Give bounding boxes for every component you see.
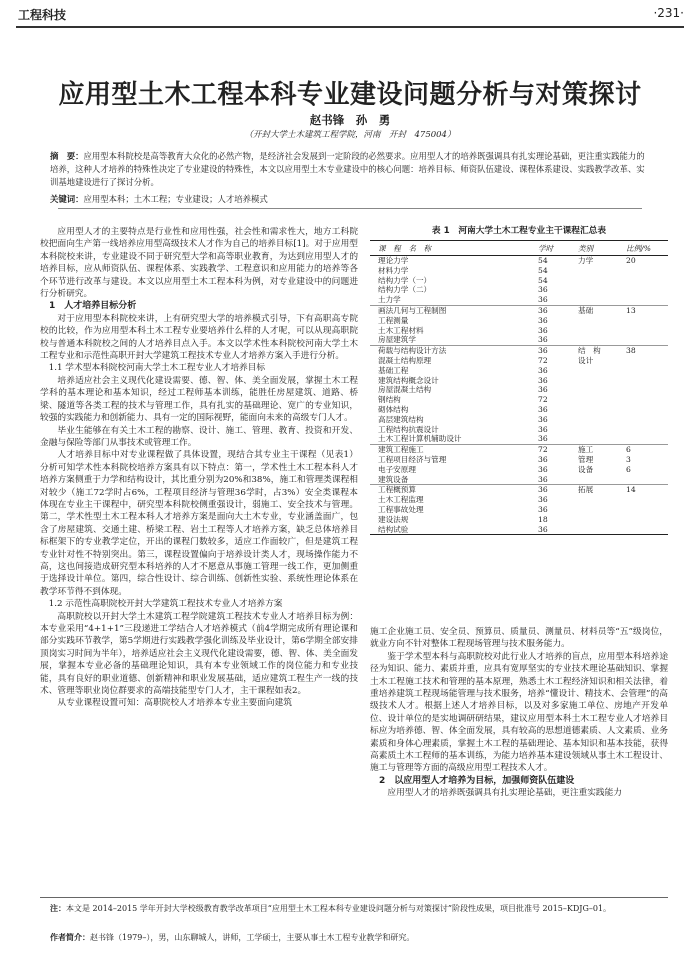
hours-cell: 36 — [538, 295, 548, 305]
left-col-paragraph: 高职院校以开封大学土木建筑工程学院建筑工程技术专业人才培养目标为例：本专业采用“4+1+1”三段递进工学结合人才培养模式（前4学期完成所有理论课和部分实践环节教学，第5学期进行实践教学强化训练及毕业设计，第6学期全部安排顶岗实习时间为半年），培养适应社会主义现代化建设需要，德、智、体、美全面发展，掌握本专业必备的基础理论知识，具有本专业领域工作的岗位能力和专业技能，具有良好的职业道德、创新精神和职业发展基础，适应建筑工程生产一线的技术、管理等职业岗位群要求的高端技能型专门人才，主干课程如表2。 — [40, 611, 358, 697]
category-cell — [578, 405, 626, 415]
category-cell: 设计 — [578, 355, 594, 365]
ratio-cell: 14 — [626, 485, 668, 495]
ratio-cell — [626, 295, 668, 305]
hours-cell: 36 — [538, 385, 548, 395]
abstract-label: 摘 要： — [50, 151, 84, 161]
table-row — [370, 276, 668, 286]
table-row — [370, 305, 668, 315]
course-name-cell: 建筑结构概念设计 — [378, 375, 439, 385]
category-cell — [578, 316, 626, 326]
ratio-cell — [626, 495, 668, 505]
ratio-cell — [626, 385, 668, 395]
table-row — [370, 385, 668, 395]
category-cell — [578, 295, 626, 305]
category-cell — [578, 434, 626, 444]
table-row — [370, 346, 668, 356]
left-col-subheading: 1.1 学术型本科院校河南大学土木工程专业人才培养目标 — [48, 363, 266, 374]
course-name-cell: 土力学 — [378, 295, 401, 305]
course-name-cell: 结构试验 — [378, 524, 409, 534]
header-rule — [16, 26, 684, 28]
ratio-cell — [626, 326, 668, 336]
ratio-cell — [626, 425, 668, 435]
abstract-divider — [58, 208, 642, 209]
table-row — [370, 434, 668, 444]
ratio-cell: 6 — [626, 464, 631, 474]
course-name-cell: 材料力学 — [378, 265, 409, 275]
hours-cell: 18 — [538, 514, 548, 524]
ratio-cell — [626, 356, 668, 366]
table-row — [370, 266, 668, 276]
authors: 赵书锋 孙 勇 — [309, 113, 391, 127]
table-row — [370, 366, 668, 376]
hours-cell: 36 — [538, 315, 548, 325]
table-row — [370, 415, 668, 425]
category-cell — [578, 525, 626, 535]
category-cell — [578, 515, 626, 525]
hours-cell: 36 — [538, 335, 548, 345]
ratio-cell — [626, 316, 668, 326]
left-col-paragraph: 培养适应社会主义现代化建设需要、德、智、体、美全面发展，掌握土木工程学科的基本理论和基本知识，经过工程师基本训练，能胜任房屋建筑、道路、桥梁、隧道等各类工程的技术与管理工作，具有扎实的基础理论、宽广的专业知识，较强的实践能力和创新能力、具有一定的国际视野，能面向未来的高级专门人才。 — [40, 375, 358, 424]
hours-cell: 36 — [538, 365, 548, 375]
left-col-paragraph: 毕业生能够在有关土木工程的勘察、设计、施工、管理、教育、投资和开发、金融与保险等部门从事技术或管理工作。 — [40, 425, 358, 448]
affiliation: （开封大学土木建筑工程学院，河南 开封 475004） — [244, 130, 456, 140]
ratio-cell — [626, 395, 668, 405]
category-cell — [578, 395, 626, 405]
category-cell — [578, 376, 626, 386]
category-cell — [578, 276, 626, 286]
table-row — [370, 295, 668, 305]
table-row — [370, 525, 668, 535]
col-header-ratio: 比例/% — [626, 241, 668, 256]
course-name-cell: 工程项目经济与管理 — [378, 454, 447, 464]
article-title: 应用型土木工程本科专业建设问题分析与对策探讨 — [58, 80, 642, 110]
funding-text: 本文是 2014–2015 学年开封大学校级教育教学改革项目“应用型土木工程本科专业建设问题分析与对策探讨”阶段性成果，项目批准号 2015–KDJG–01。 — [66, 904, 612, 913]
category-cell: 拓展 — [578, 485, 626, 495]
course-name-cell: 建设法规 — [378, 514, 409, 524]
author-bio — [50, 932, 668, 943]
table-header-row — [370, 241, 668, 256]
ratio-cell — [626, 405, 668, 415]
course-name-cell: 砌体结构 — [378, 404, 409, 414]
ratio-cell: 3 — [626, 454, 631, 464]
ratio-cell: 6 — [626, 445, 668, 455]
course-name-cell: 混凝土结构原理 — [378, 355, 432, 365]
ratio-cell — [626, 475, 668, 485]
ratio-cell — [626, 335, 668, 345]
page-number: ·231· — [653, 6, 684, 20]
author-bio-text: 赵书锋（1979–），男，山东聊城人，讲师，工学硕士，主要从事土木工程专业教学和研究。 — [90, 933, 415, 942]
course-name-cell: 荷载与结构设计方法 — [370, 346, 538, 356]
table-row — [370, 495, 668, 505]
funding-label: 注： — [50, 904, 66, 913]
category-cell: 施工 — [578, 445, 626, 455]
right-col-paragraph: 施工企业施工员、安全员、预算员、质量员、测量员、材料员等“五”级岗位，就业方向不针对整体工程现场管理与技术服务能力。 — [370, 627, 668, 650]
hours-cell: 36 — [538, 504, 548, 514]
right-col-heading: 2 以应用型人才培养为目标，加强师资队伍建设 — [379, 775, 575, 786]
hours-cell: 36 — [538, 464, 548, 474]
ratio-cell: 38 — [626, 346, 668, 356]
ratio-cell — [626, 505, 668, 515]
category-cell — [578, 425, 626, 435]
ratio-cell — [626, 415, 668, 425]
ratio-cell — [626, 366, 668, 376]
table-row — [370, 326, 668, 336]
course-name-cell: 土木工程材料 — [378, 325, 424, 335]
course-name-cell: 理论力学 — [378, 256, 409, 265]
hours-cell: 72 — [538, 355, 548, 365]
category-cell — [578, 475, 626, 485]
hours-cell: 72 — [538, 395, 548, 405]
hours-cell: 36 — [538, 325, 548, 335]
course-name-cell: 工程测量 — [378, 315, 409, 325]
category-cell: 结 构 — [578, 346, 626, 356]
course-name-cell: 工程结构抗震设计 — [378, 424, 439, 434]
course-name-cell: 房屋混凝土结构 — [378, 385, 432, 395]
course-name-cell: 结构力学（一） — [378, 275, 432, 285]
course-name-cell: 建筑工程施工 — [370, 445, 538, 455]
left-col-paragraph: 人才培养目标中对专业课程做了具体设置，现结合其专业主干课程（见表1）分析可知学术性本科院校培养方案具有以下特点：第一，学术性土木工程本科人才培养方案侧重于力学和结构设计，其比重分别为20%和38%，施工和管理类课程相对较少（施工72学时占6%，工程项目经济与管理36学时，占3%）安全类课程本体现在专业主干课程中，研究型本科院校侧重强设计，弱施工、安全技术与管理。第二，学术性型土木工程本科人才培养方案是面向大土木专业，专业涵盖面广，包含了房屋建筑、交通土建、桥梁工程、岩土工程等人才培养方案，缺乏总体培养目标框架下的专业教学定位，开出的课程门数较多，适应工作面较广，但是建筑工程专业针对性不特别突出。第三，课程设置偏向于培养设计类人才，现场操作能力不高，这也间接造成研究型本科培养的人才不愿意从事施工管理一线工作，更加侧重于选择设计单位。第四，综合性设计、综合训练、创新性实验、系统性理论体系在教学环节得不到体现。 — [40, 450, 358, 597]
ratio-cell — [626, 515, 668, 525]
hours-cell: 36 — [538, 375, 548, 385]
category-cell — [578, 505, 626, 515]
table-row — [370, 455, 668, 465]
col-header-hours: 学时 — [538, 241, 578, 256]
table-row — [370, 465, 668, 475]
category-cell — [578, 335, 626, 345]
course-table — [370, 240, 668, 535]
hours-cell: 36 — [538, 305, 578, 315]
hours-cell: 72 — [538, 445, 578, 455]
table-row — [370, 505, 668, 515]
table-row — [370, 316, 668, 326]
footnote-rule — [40, 897, 668, 898]
table-caption: 表 1 河南大学土木工程专业主干课程汇总表 — [431, 226, 607, 236]
hours-cell: 36 — [538, 495, 548, 505]
table-row — [370, 256, 668, 266]
hours-cell: 36 — [538, 474, 548, 484]
category-cell — [578, 366, 626, 376]
hours-cell: 36 — [538, 424, 548, 434]
course-name-cell: 房屋建筑学 — [378, 335, 416, 345]
course-name-cell: 钢结构 — [378, 395, 401, 405]
category-cell: 力学 — [578, 256, 594, 265]
ratio-cell — [626, 266, 668, 276]
hours-cell: 36 — [538, 524, 548, 534]
table-row — [370, 425, 668, 435]
hours-cell: 36 — [538, 285, 548, 295]
author-bio-label: 作者简介： — [50, 933, 90, 942]
category-cell — [578, 495, 626, 505]
table-body — [370, 256, 668, 535]
col-header-course: 课 程 名 称 — [370, 241, 538, 256]
course-name-cell: 建筑设备 — [378, 474, 409, 484]
ratio-cell — [626, 285, 668, 295]
ratio-cell: 13 — [626, 305, 668, 315]
category-cell — [578, 385, 626, 395]
table-row — [370, 485, 668, 495]
hours-cell: 36 — [538, 414, 548, 424]
hours-cell: 36 — [538, 454, 548, 464]
journal-name: 工程科技 — [18, 8, 67, 22]
course-name-cell: 基础工程 — [378, 365, 409, 375]
table-row — [370, 405, 668, 415]
course-name-cell: 工程事故处理 — [378, 504, 424, 514]
hours-cell: 36 — [538, 434, 548, 444]
table-row — [370, 395, 668, 405]
right-col-paragraph: 应用型人才的培养既强调具有扎实理论基础，更注重实践能力 — [387, 788, 622, 799]
category-cell: 管理 — [578, 454, 594, 464]
left-column — [40, 226, 358, 710]
course-name-cell: 电子安原理 — [378, 464, 416, 474]
abstract — [50, 150, 652, 189]
right-col-paragraph: 鉴于学术型本科与高职院校对此行业人才培养的盲点，应用型本科培养途径为知识、能力、素质并重，应具有宽厚坚实的专业技术理论基础知识、掌握土木工程施工技术和管理的基本原理，熟悉土木工程经济知识和相关法律，着重培养建筑工程现场能管理与技术服务，培养“懂设计、精技术、会管理”的高级技术人才。根据上述人才培养目标，以及对多家施工单位、房地产开发单位、设计单位的是实地调研研结果，建议应用型本科土木工程专业人才培养目标应为培养德、智、体全面发展，具有较高的思想道德素质、人文素质、业务素质和身体心理素质，掌握土木工程的基础理论、基本知识和基本技能，获得高素质土木工程师的基本训练，为能力培养基本建设领域从事土木工程设计、施工与管理等方面的高级应用型工程技术人才。 — [370, 651, 668, 774]
col-header-category: 类别 — [578, 241, 626, 256]
category-cell — [578, 415, 626, 425]
table-row — [370, 445, 668, 455]
ratio-cell — [626, 376, 668, 386]
funding-note — [50, 903, 668, 915]
table-row — [370, 356, 668, 366]
course-name-cell: 结构力学（二） — [378, 285, 432, 295]
abstract-text: 应用型本科院校是高等教育大众化的必然产物，是经济社会发展到一定阶段的必然要求。应用型人才的培养既强调具有扎实理论基础，更注重实践能力的培养，这种人才培养的特殊性决定了专业建设的特殊性，本文以应用型土木专业建设中的核心问题：培养目标、师资队伍建设、课程体系建设、实践教学改革、实训基地建设进行了探讨分析。 — [50, 151, 645, 187]
course-name-cell: 画法几何与工程制图 — [370, 305, 538, 315]
table-row — [370, 515, 668, 525]
keywords-label: 关键词： — [50, 194, 84, 204]
table-row — [370, 285, 668, 295]
course-name-cell: 土木工程监理 — [378, 495, 424, 505]
left-col-paragraph: 对于应用型本科院校来讲，上有研究型大学的培养模式引导，下有高职高专院校的比较，作为应用型本科土木工程专业要培养什么样的人才呢，可以从现高职院校与普通本科院校之间的人才培养目点入手。本文以学术性本科院校河南大学土木工程专业和示范性高职开封大学建筑工程技术专业人才培养方案入手进行分析。 — [40, 313, 358, 362]
right-column — [370, 626, 668, 800]
category-cell — [578, 266, 626, 276]
course-name-cell: 工程概预算 — [370, 485, 538, 495]
keywords-text: 应用型本科；土木工程；专业建设；人才培养模式 — [83, 194, 268, 204]
course-name-cell: 高层建筑结构 — [378, 414, 424, 424]
ratio-cell — [626, 525, 668, 535]
left-col-paragraph: 应用型人才的主要特点是行业性和应用性强，社会性和需求性大，地方工科院校把面向生产第一线培养应用型高级技术人才作为自己的培养目标[1]。对于应用型本科院校来讲，专业建设不同于研究型大学和高等职业教育，为达到应用型人才的培养目标，应从师资队伍、课程体系、实践教学、工程意识和应用能力的培养等各个环节进行改革与建设。本文以应用型土木工程本科为例，对专业建设中的问题进行分析研究。 — [40, 227, 358, 300]
category-cell: 设备 — [578, 464, 594, 474]
category-cell — [578, 326, 626, 336]
table-row — [370, 335, 668, 345]
hours-cell: 54 — [538, 256, 548, 265]
course-name-cell: 土木工程计算机辅助设计 — [378, 434, 462, 444]
hours-cell: 36 — [538, 404, 548, 414]
left-col-subheading: 1.2 示范性高职院校开封大学建筑工程技术专业人才培养方案 — [48, 599, 283, 610]
ratio-cell — [626, 434, 668, 444]
hours-cell: 36 — [538, 485, 578, 495]
left-col-heading: 1 人才培养目标分析 — [49, 301, 137, 312]
category-cell: 基础 — [578, 305, 626, 315]
table-row — [370, 475, 668, 485]
hours-cell: 54 — [538, 275, 548, 285]
table-row — [370, 376, 668, 386]
hours-cell: 54 — [538, 265, 548, 275]
category-cell — [578, 285, 626, 295]
hours-cell: 36 — [538, 346, 578, 356]
ratio-cell: 20 — [626, 256, 636, 265]
ratio-cell — [626, 276, 668, 286]
left-col-paragraph: 从专业课程设置可知：高职院校人才培养本专业主要面向建筑 — [57, 698, 292, 709]
keywords — [50, 193, 652, 205]
